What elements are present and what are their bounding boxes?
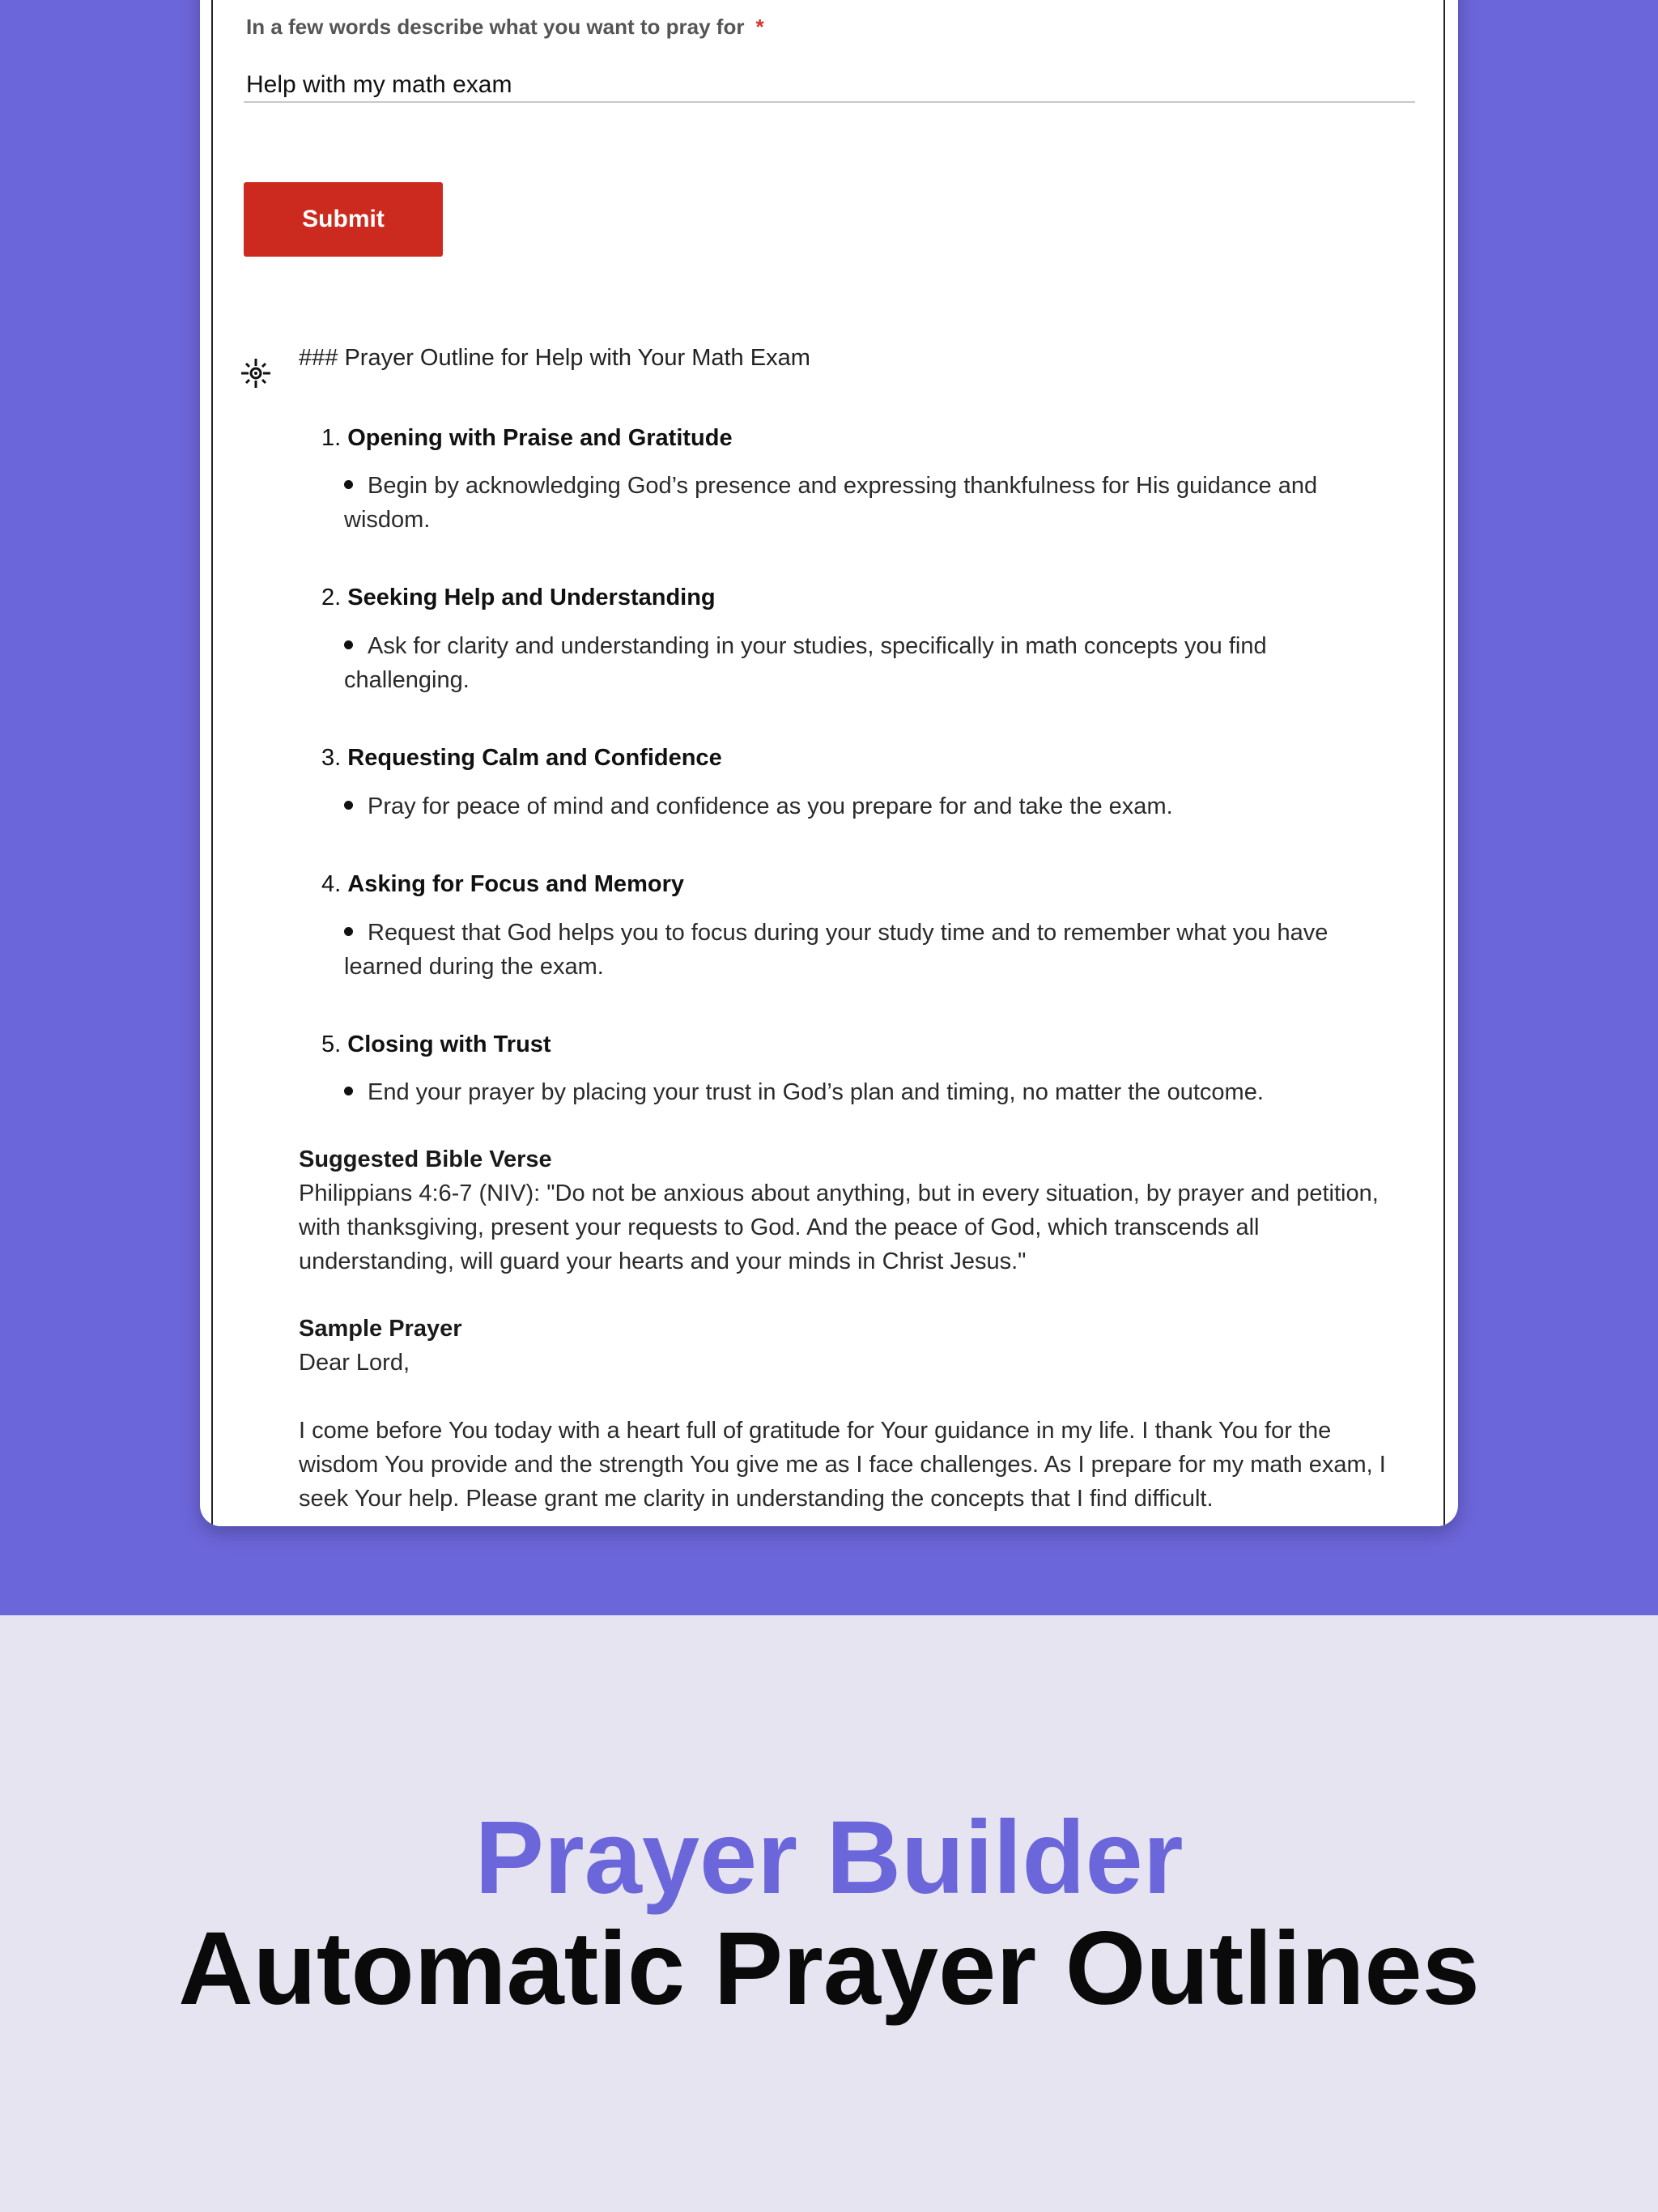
outline-bullet-text: Begin by acknowledging God’s presence and expressing thankfulness for His guidance and wisdom.: [344, 473, 1318, 533]
bible-verse-section: [299, 1142, 1416, 1278]
bullet-dot: [344, 640, 353, 649]
outline-bullet: [344, 916, 1397, 984]
sparkle-target-icon: [240, 357, 272, 389]
verse-text: Philippians 4:6-7 (NIV): "Do not be anxious about anything, but in every situation, by prayer and petition, with thanksgiving, present your requests to God. And the peace of God, which transcends all understanding, will guard your hearts and your minds in Christ Jesus.": [299, 1180, 1379, 1274]
prayer-body: I come before You today with a heart full of gratitude for Your guidance in my life. I thank You for the wisdom You provide and the strength You give me as I face challenges. As I prepare for my math exam, I seek Your help. Please grant me clarity in understanding the concepts that I find difficult.: [299, 1418, 1386, 1512]
outline-item: [321, 585, 716, 611]
outline-bullet-text: End your prayer by placing your trust in God’s plan and timing, no matter the outcome.: [368, 1079, 1264, 1105]
prayer-salutation: Dear Lord,: [299, 1350, 410, 1376]
outline-bullet-text: Ask for clarity and understanding in your studies, specifically in math concepts you find challenging.: [344, 633, 1267, 693]
outline-item: [321, 1032, 551, 1058]
promo-title: Prayer Builder: [474, 1800, 1184, 1916]
outline-bullet: [344, 469, 1397, 537]
prayer-topic-label: [246, 15, 764, 40]
prayer-topic-label-text: In a few words describe what you want to pray for: [246, 15, 745, 39]
outline-title: Opening with Praise and Gratitude: [347, 425, 733, 451]
submit-button[interactable]: Submit: [244, 182, 443, 257]
outline-number: 3.: [321, 745, 342, 771]
outline-number: 1.: [321, 425, 342, 451]
outline-bullet-text: Request that God helps you to focus during your study time and to remember what you have learned during the exam.: [344, 920, 1329, 980]
bullet-dot: [344, 801, 353, 810]
sample-prayer-section: [299, 1312, 1416, 1516]
outline-number: 2.: [321, 585, 342, 610]
outline-title: Asking for Focus and Memory: [347, 871, 684, 897]
promo-subtitle: Automatic Prayer Outlines: [178, 1911, 1480, 2027]
bullet-dot: [344, 1087, 353, 1095]
outline-item: [321, 425, 733, 452]
outline-item: [321, 745, 722, 772]
outline-bullet: [344, 629, 1397, 697]
verse-heading: Suggested Bible Verse: [299, 1146, 552, 1172]
outline-bullet: [344, 789, 1397, 823]
outline-bullet-text: Pray for peace of mind and confidence as you prepare for and take the exam.: [368, 793, 1173, 819]
bullet-dot: [344, 927, 353, 936]
outline-title: Requesting Calm and Confidence: [347, 745, 722, 771]
prayer-topic-input[interactable]: Help with my math exam: [246, 71, 512, 98]
outline-bullet: [344, 1075, 1397, 1109]
input-underline: [244, 101, 1415, 103]
required-asterisk: *: [755, 15, 764, 39]
outline-item: [321, 871, 684, 898]
outline-title: Seeking Help and Understanding: [347, 585, 716, 610]
outline-number: 5.: [321, 1032, 342, 1057]
outline-title: Closing with Trust: [347, 1032, 551, 1057]
prayer-heading: Sample Prayer: [299, 1316, 462, 1342]
outline-number: 4.: [321, 871, 342, 897]
outline-heading: ### Prayer Outline for Help with Your Math Exam: [299, 345, 810, 371]
bullet-dot: [344, 480, 353, 489]
